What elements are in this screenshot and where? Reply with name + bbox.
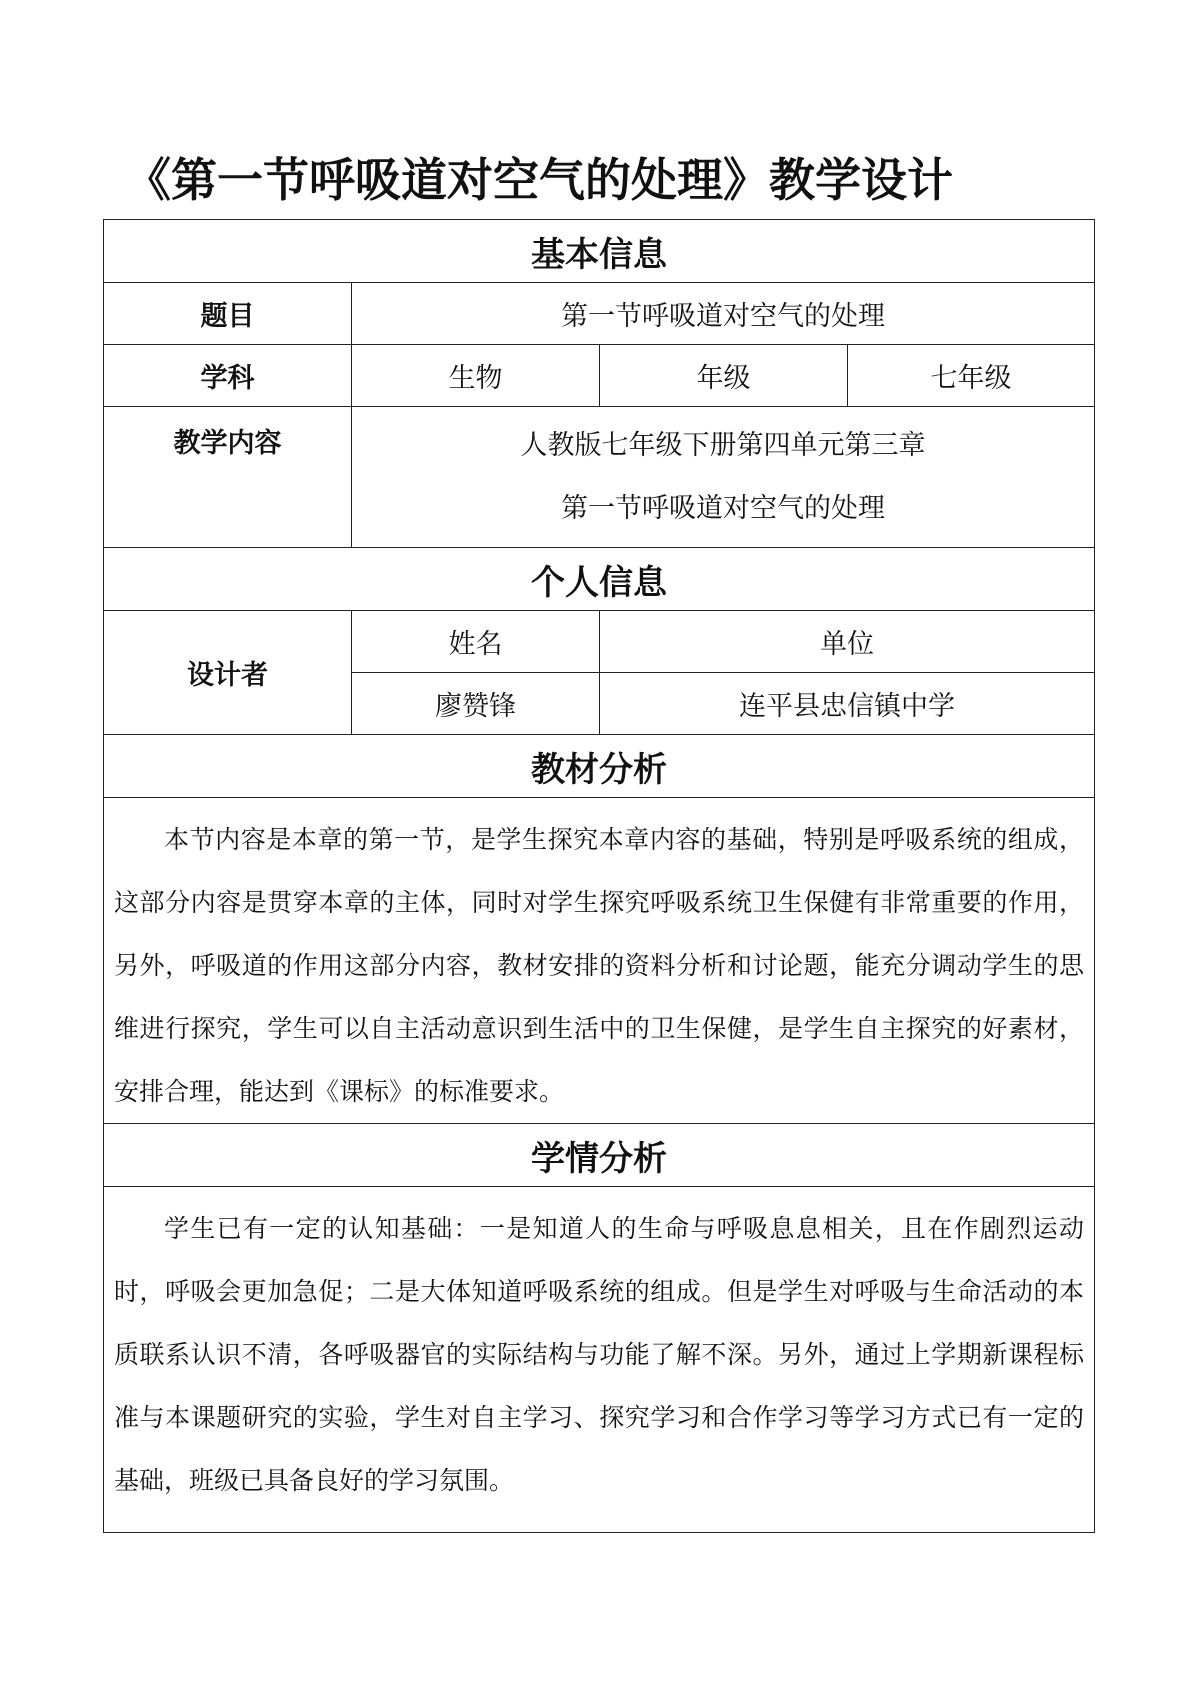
grade-value: 七年级 — [848, 345, 1095, 407]
subject-row — [104, 345, 1095, 407]
basic-info-header-row — [104, 220, 1095, 283]
designer-name: 廖赞锋 — [352, 673, 600, 735]
material-analysis-body-row — [104, 798, 1095, 1124]
teaching-content-label: 教学内容 — [104, 407, 352, 548]
designer-header-row — [104, 611, 1095, 673]
teaching-content-line-2: 第一节呼吸道对空气的处理 — [561, 493, 885, 524]
material-analysis-header-row — [104, 735, 1095, 798]
unit-header: 单位 — [600, 611, 1095, 673]
grade-label: 年级 — [600, 345, 848, 407]
subject-label: 学科 — [104, 345, 352, 407]
student-analysis-cell — [104, 1187, 1095, 1533]
material-analysis-cell — [104, 798, 1095, 1124]
student-analysis-heading: 学情分析 — [104, 1124, 1095, 1187]
student-analysis-paragraph: 学生已有一定的认知基础：一是知道人的生命与呼吸息息相关，且在作剧烈运动时，呼吸会更加急促；二是大体知道呼吸系统的组成。但是学生对呼吸与生命活动的本质联系认识不清，各呼吸器官的实际结构与功能了解不深。另外，通过上学期新课程标准与本课题研究的实验，学生对自主学习、探究学习和合作学习等学习方式已有一定的基础，班级已具备良好的学习氛围。 — [114, 1214, 1084, 1495]
teaching-content-row — [104, 407, 1095, 548]
teaching-content-line-1: 人教版七年级下册第四单元第三章 — [520, 430, 926, 461]
student-analysis-header-row — [104, 1124, 1095, 1187]
document-title: 《第一节呼吸道对空气的处理》教学设计 — [125, 153, 953, 207]
personal-info-header-row — [104, 548, 1095, 611]
basic-info-heading: 基本信息 — [104, 220, 1095, 283]
subject-value: 生物 — [352, 345, 600, 407]
designer-unit: 连平县忠信镇中学 — [600, 673, 1095, 735]
material-analysis-paragraph: 本节内容是本章的第一节，是学生探究本章内容的基础，特别是呼吸系统的组成，这部分内容是贯穿本章的主体，同时对学生探究呼吸系统卫生保健有非常重要的作用，另外，呼吸道的作用这部分内容，教材安排的资料分析和讨论题，能充分调动学生的思维进行探究，学生可以自主活动意识到生活中的卫生保健，是学生自主探究的好素材，安排合理，能达到《课标》的标准要求。 — [114, 825, 1084, 1106]
material-analysis-heading: 教材分析 — [104, 735, 1095, 798]
lesson-design-table — [103, 219, 1095, 1533]
topic-label: 题目 — [104, 283, 352, 345]
designer-label: 设计者 — [104, 611, 352, 735]
teaching-content-value — [352, 407, 1095, 548]
topic-row — [104, 283, 1095, 345]
topic-value: 第一节呼吸道对空气的处理 — [352, 283, 1095, 345]
name-header: 姓名 — [352, 611, 600, 673]
student-analysis-body-row — [104, 1187, 1095, 1533]
personal-info-heading: 个人信息 — [104, 548, 1095, 611]
